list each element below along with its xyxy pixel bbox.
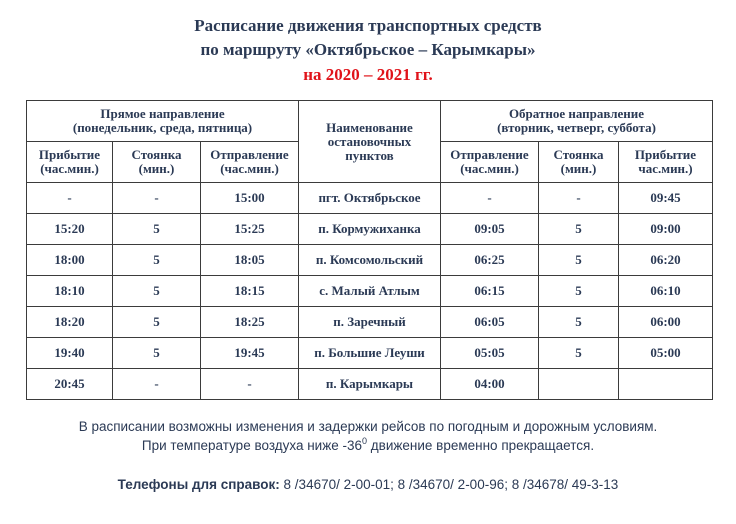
forward-direction-header: Прямое направление (понедельник, среда, пятница) — [27, 101, 299, 142]
forward-departure-cell: 15:00 — [201, 183, 299, 214]
title-years: на 2020 – 2021 гг. — [303, 65, 433, 84]
forward-arrival-cell: 19:40 — [27, 338, 113, 369]
backward-stop-cell — [539, 369, 619, 400]
title-line-2: по маршруту «Октябрьское – Карымкары» — [200, 40, 536, 59]
backward-stop-cell: - — [539, 183, 619, 214]
forward-stop-cell: - — [113, 183, 201, 214]
title-line-1: Расписание движения транспортных средств — [194, 16, 542, 35]
stop-name-cell: п. Заречный — [299, 307, 441, 338]
backward-arrival-cell: 06:20 — [619, 245, 713, 276]
col-backward-stop: Стоянка (мин.) — [539, 142, 619, 183]
backward-arrival-cell: 09:00 — [619, 214, 713, 245]
forward-stop-cell: 5 — [113, 214, 201, 245]
backward-stop-cell: 5 — [539, 245, 619, 276]
backward-departure-cell: 09:05 — [441, 214, 539, 245]
backward-arrival-cell: 06:00 — [619, 307, 713, 338]
forward-departure-cell: 18:15 — [201, 276, 299, 307]
backward-arrival-cell: 06:10 — [619, 276, 713, 307]
forward-stop-cell: 5 — [113, 276, 201, 307]
backward-departure-cell: 05:05 — [441, 338, 539, 369]
stop-name-cell: п. Карымкары — [299, 369, 441, 400]
backward-arrival-cell: 09:45 — [619, 183, 713, 214]
backward-stop-cell: 5 — [539, 276, 619, 307]
forward-stop-cell: 5 — [113, 307, 201, 338]
table-row — [27, 245, 713, 276]
forward-departure-cell: 19:45 — [201, 338, 299, 369]
stops-header: Наименование остановочных пунктов — [299, 101, 441, 183]
forward-arrival-cell: 18:20 — [27, 307, 113, 338]
backward-departure-cell: 06:15 — [441, 276, 539, 307]
backward-departure-cell: 06:05 — [441, 307, 539, 338]
backward-stop-cell: 5 — [539, 214, 619, 245]
col-forward-departure: Отправление (час.мин.) — [201, 142, 299, 183]
phones-numbers: 8 /34670/ 2-00-01; 8 /34670/ 2-00-96; 8 /34678/ 49-3-13 — [279, 477, 619, 492]
backward-arrival-cell: 05:00 — [619, 338, 713, 369]
backward-direction-header: Обратное направление (вторник, четверг, суббота) — [441, 101, 713, 142]
backward-departure-cell: 06:25 — [441, 245, 539, 276]
forward-departure-cell: 18:05 — [201, 245, 299, 276]
backward-departure-cell: 04:00 — [441, 369, 539, 400]
forward-arrival-cell: - — [27, 183, 113, 214]
forward-departure-cell: - — [201, 369, 299, 400]
phones-label: Телефоны для справок: — [117, 477, 280, 492]
table-row — [27, 214, 713, 245]
phones-line — [0, 476, 736, 494]
backward-stop-cell: 5 — [539, 307, 619, 338]
forward-arrival-cell: 15:20 — [27, 214, 113, 245]
forward-stop-cell: - — [113, 369, 201, 400]
col-forward-stop: Стоянка (мин.) — [113, 142, 201, 183]
table-row — [27, 276, 713, 307]
backward-arrival-cell — [619, 369, 713, 400]
stop-name-cell: п. Комсомольский — [299, 245, 441, 276]
col-backward-arrival: Прибытие час.мин.) — [619, 142, 713, 183]
note-temperature: При температуре воздуха ниже $-36^0$ движение временно прекращается. — [141, 436, 595, 453]
stop-name-cell: с. Малый Атлым — [299, 276, 441, 307]
stop-name-cell: пгт. Октябрьское — [299, 183, 441, 214]
col-forward-arrival: Прибытие (час.мин.) — [27, 142, 113, 183]
table-row — [27, 338, 713, 369]
forward-stop-cell: 5 — [113, 245, 201, 276]
col-backward-departure: Отправление (час.мин.) — [441, 142, 539, 183]
forward-departure-cell: 18:25 — [201, 307, 299, 338]
table-row — [27, 307, 713, 338]
backward-stop-cell: 5 — [539, 338, 619, 369]
backward-departure-cell: - — [441, 183, 539, 214]
forward-arrival-cell: 20:45 — [27, 369, 113, 400]
forward-arrival-cell: 18:10 — [27, 276, 113, 307]
table-row — [27, 183, 713, 214]
forward-departure-cell: 15:25 — [201, 214, 299, 245]
forward-stop-cell: 5 — [113, 338, 201, 369]
schedule-table — [26, 100, 713, 400]
note-delays: В расписании возможны изменения и задержки рейсов по погодным и дорожным условиям. — [78, 419, 658, 434]
stop-name-cell: п. Большие Леуши — [299, 338, 441, 369]
stop-name-cell: п. Кормужиханка — [299, 214, 441, 245]
forward-arrival-cell: 18:00 — [27, 245, 113, 276]
table-row — [27, 369, 713, 400]
